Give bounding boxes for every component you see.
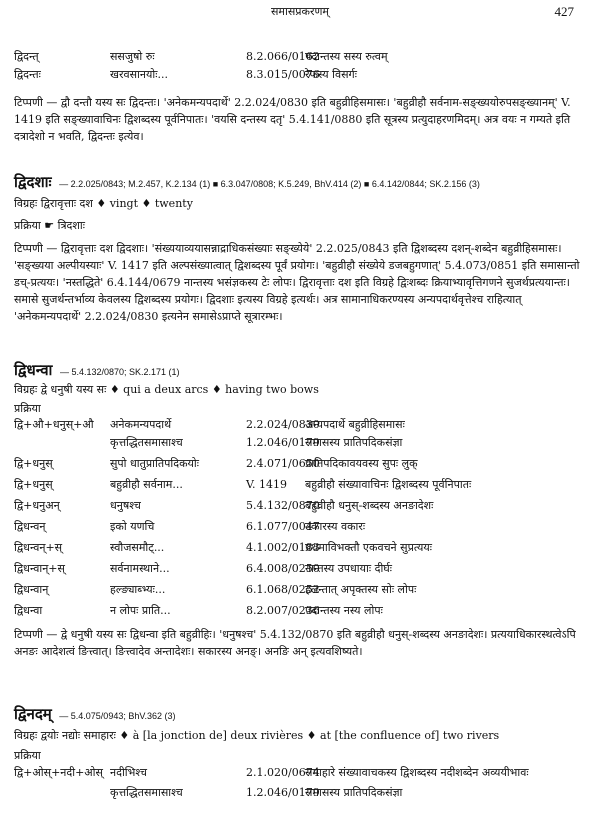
derivation-row: द्विधन्वा न लोपः प्राति... 8.2.007/0236 पदान्तस्य नस्य लोपः xyxy=(14,604,383,617)
derivation-row: कृत्तद्धितसमासाश्च 1.2.046/0179 समासस्य प्रातिपदिकसंज्ञा xyxy=(110,786,403,799)
reference-list: — 2.2.025/0843; M.2.457, K.2.134 (1) ■ 6.3.047/0808; K.5.249, BhV.414 (2) ■ 6.4.142/0844; SK.2.156 (3) xyxy=(59,179,480,189)
vigraha-line: विग्रहः द्विरावृत्ताः दश ♦ vingt ♦ twenty xyxy=(14,197,193,210)
vigraha-line: विग्रहः द्वयोः नद्योः समाहारः ♦ à [la jonction de] deux rivières ♦ at [the confluence of] two rivers xyxy=(14,729,500,742)
reference-list: — 5.4.075/0943; BhV.362 (3) xyxy=(59,711,176,721)
entry-heading xyxy=(14,704,176,724)
headword: द्विधन्वा xyxy=(14,361,53,379)
tippani-note: टिप्पणी — द्विरावृत्ताः दश द्विदशाः। 'संख्ययाव्ययासन्नाद्राधिकसंख्याः सङ्ख्येये' 2.2.025/0843 इति द्विशब्दस्य दशन्-शब्देन बहुव्रीहिसमासः। 'सङ्ख्यया अल्पीयस्याः' V. 1417 इति अल्पसंख्यात्वात् द्विशब्दस्य पूर्वं प्रयोगः। 'बहुव्रीहौ संख्येये डजबहुगणात्' 5.4.073/0851 इति समासान्तो डच्-प्रत्ययः। 'नस्तद्धिते' 6.4.144/0679 नान्तस्य भसंज्ञकस्य टेः लोपः। द्विरावृत्ताः दश इति विग्रहे द्विःशब्दः क्रियाभ्यावृत्तिगणने सुजर्थप्रत्ययान्तः। समासे सुजर्थन्तर्भाव्य केवलस्य द्विशब्दस्य प्रयोगः। द्विदशाः इत्यस्य विग्रहे इत्यर्थः। अत्र सामानाधिकरण्यस्य अन्यपदार्थवृत्तेश्च राहित्यात् 'अनेकमन्यपदार्थे' 2.2.024/0830 इत्यनेन समासेऽप्राप्ते सूत्रारम्भः। xyxy=(14,242,580,323)
reference-list: — 5.4.132/0870; SK.2.171 (1) xyxy=(59,367,180,377)
tippani-note: टिप्पणी — द्वौ दन्तौ यस्य सः द्विदन्तः। 'अनेकमन्यपदार्थे' 2.2.024/0830 इति बहुव्रीहिसमासः। 'बहुव्रीहौ सर्वनाम-सङ्ख्ययोरुपसङ्ख्यानम्' V. 1419 इति सङ्ख्यावाचिनः द्विशब्दस्य पूर्वनिपातः। 'वयसि दन्तस्य दतृ' 5.4.141/0880 इति सूत्रस्य प्रत्युदाहरणमिदम्। अत्र वयः न गम्यते इति दत्रादेशो न भवति, द्विदन्तः इत्येव। xyxy=(14,96,571,143)
prakriya-label: प्रक्रिया xyxy=(14,402,41,415)
derivation-row: द्विदन्तः खरवसानयोः... 8.3.015/0076 रेफस्य विसर्गः xyxy=(14,68,357,81)
entry-heading xyxy=(14,360,180,380)
running-header: समासप्रकरणम् xyxy=(270,5,330,18)
vigraha-line: विग्रहः द्वे धनुषी यस्य सः ♦ qui a deux arcs ♦ having two bows xyxy=(14,383,319,396)
derivation-row: द्वि+धनुस् सुपो धातुप्रातिपदिकयोः 2.4.071/0650 प्रातिपदिकावयवस्य सुपः लुक् xyxy=(14,457,418,470)
derivation-row: कृत्तद्धितसमासाश्च 1.2.046/0179 समासस्य प्रातिपदिकसंज्ञा xyxy=(110,436,403,449)
tippani-note: टिप्पणी — द्वे धनुषी यस्य सः द्विधन्वा इति बहुव्रीहिः। 'धनुषश्च' 5.4.132/0870 इति बहुव्रीहौ धनुस्-शब्दस्य अनङादेशः। प्रत्ययाधिकारस्थत्वेऽपि अनङः आदेशत्वं ङित्त्वात्। ङित्त्वादेव अन्तादेशः। सकारस्य अनङ्। अनङि अन् इत्यवशिष्यते। xyxy=(14,628,576,658)
prakriya-label: प्रक्रिया xyxy=(14,749,41,762)
entry-heading xyxy=(14,172,480,192)
page-number: 427 xyxy=(554,4,574,19)
headword: द्विदशाः xyxy=(14,173,52,191)
headword: द्विनदम् xyxy=(14,705,52,723)
derivation-row: द्वि+धनुस् बहुव्रीहौ सर्वनाम... V. 1419 बहुव्रीहौ संख्यावाचिनः द्विशब्दस्य पूर्वनिपातः xyxy=(14,478,472,491)
derivation-row: द्विधन्वन्+स् स्वौजसमौट्... 4.1.002/0183 प्रथमाविभक्तौ एकवचने सुप्रत्ययः xyxy=(14,541,433,554)
derivation-row: द्विधन्वन् इको यणचि 6.1.077/0047 उकारस्य वकारः xyxy=(14,520,366,533)
derivation-row: द्वि+औ+धनुस्+औ अनेकमन्यपदार्थे 2.2.024/0830 अन्यपदार्थे बहुव्रीहिसमासः xyxy=(14,418,405,431)
derivation-row: द्विदन्त् ससजुषो रुः 8.2.066/0162 पदान्तस्य सस्य रुत्वम् xyxy=(14,50,388,63)
derivation-row: द्वि+धनुअन् धनुषश्च 5.4.132/0870 बहुव्रीहौ धनुस्-शब्दस्य अनङादेशः xyxy=(14,499,434,512)
derivation-row: द्वि+ओस्+नदी+ओस् नदीभिश्च 2.1.020/0674 समाहारे संख्यावाचकस्य द्विशब्दस्य नदीशब्देन अव्ययीभावः xyxy=(14,766,529,779)
derivation-row: द्विधन्वान्+स् सर्वनामस्थाने... 6.4.008/0250 नान्तस्य उपधायाः दीर्घः xyxy=(14,562,393,575)
derivation-row: द्विधन्वान् हल्ङ्याब्भ्यः... 6.1.068/0252 हलन्तात् अपृक्तस्य सोः लोपः xyxy=(14,583,417,596)
prakriya-line: प्रक्रिया ☛ त्रिदशाः xyxy=(14,219,85,232)
